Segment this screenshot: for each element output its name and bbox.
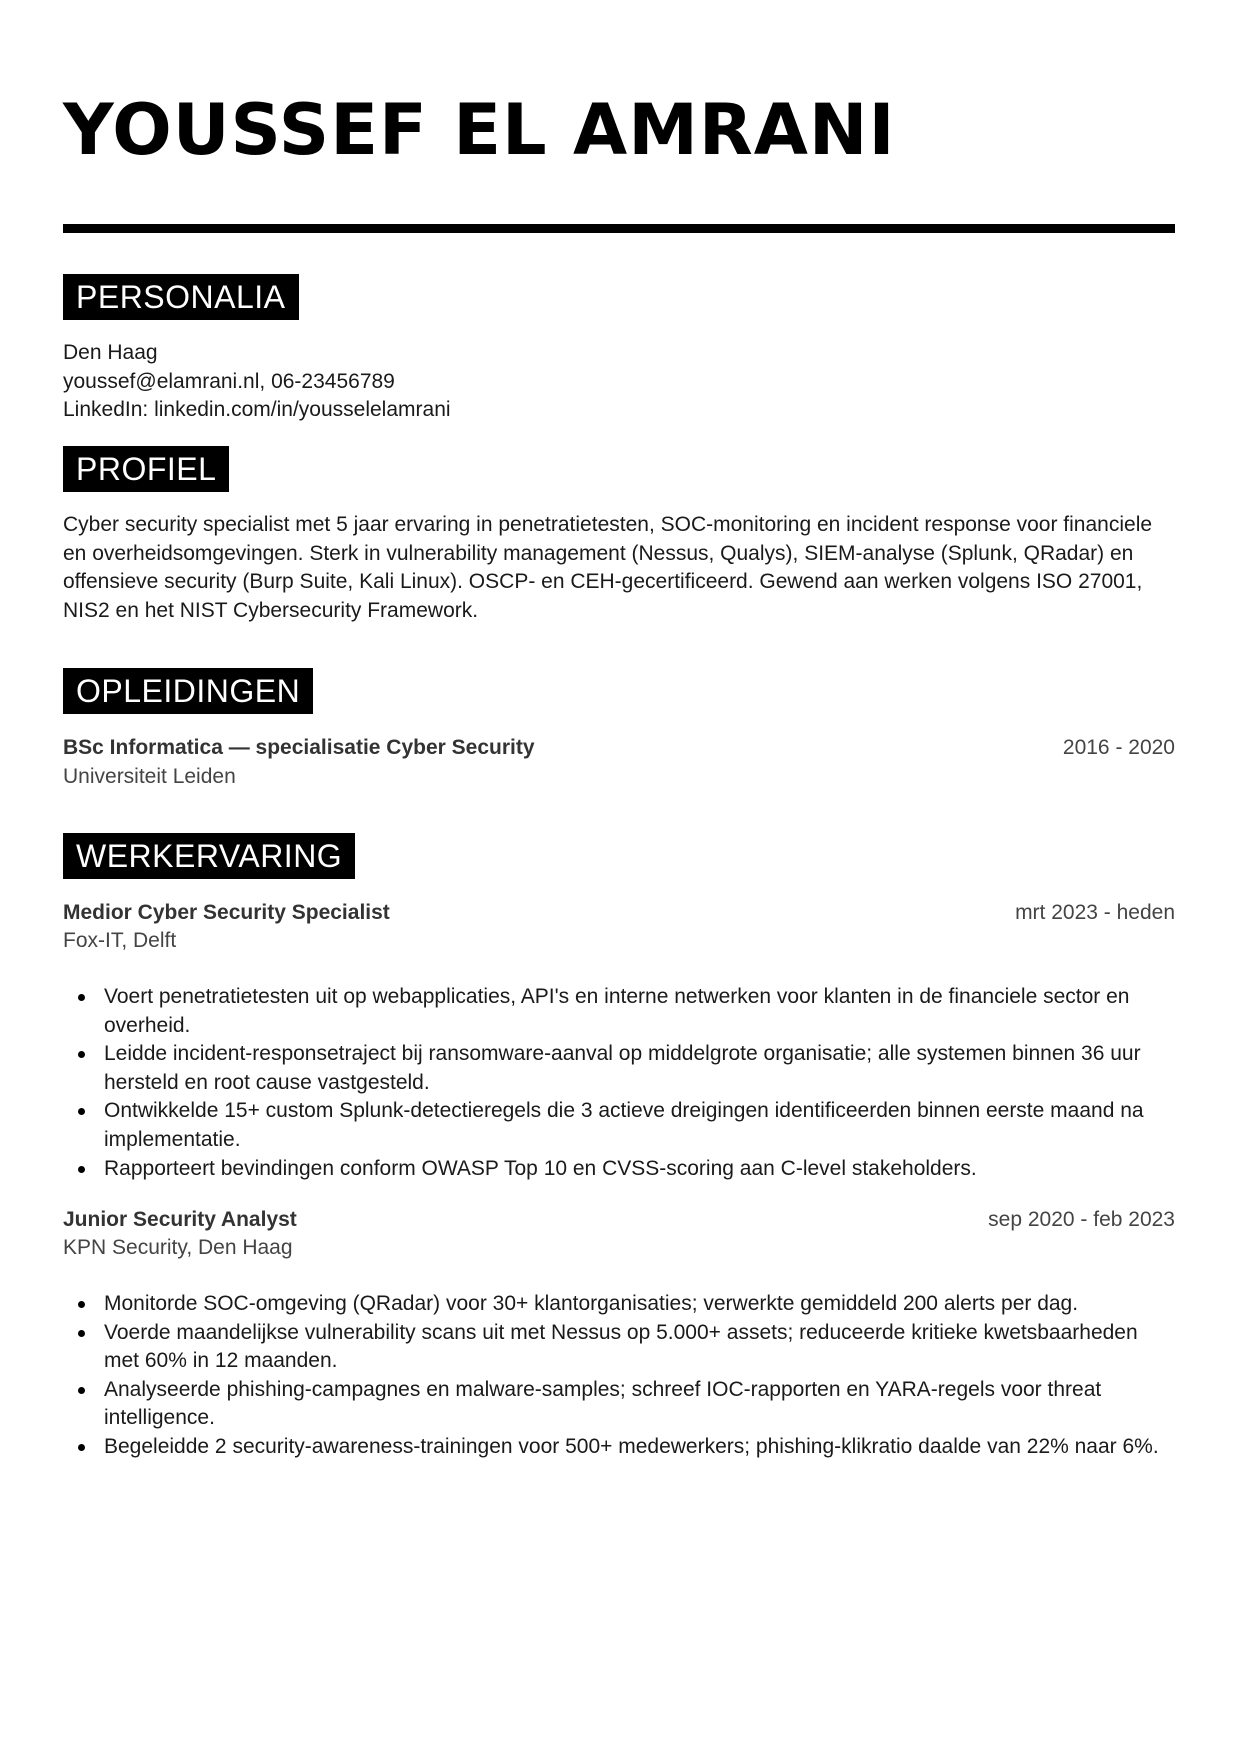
list-item-text: Begeleidde 2 security-awareness-trainingen voor 500+ medewerkers; phishing-klikratio daalde van 22% naar 6%. xyxy=(104,1434,1159,1458)
list-item xyxy=(63,1376,1175,1433)
list-item xyxy=(63,1319,1175,1376)
bullet-dot-icon xyxy=(78,1387,85,1394)
section-heading-personalia: PERSONALIA xyxy=(63,274,299,320)
job-period: mrt 2023 - heden xyxy=(1015,901,1175,924)
bullet-dot-icon xyxy=(78,1108,85,1115)
job-title: Medior Cyber Security Specialist xyxy=(63,901,390,924)
education-title: BSc Informatica — specialisatie Cyber Security xyxy=(63,736,535,759)
education-institution: Universiteit Leiden xyxy=(63,765,236,788)
list-item-text: Ontwikkelde 15+ custom Splunk-detectieregels die 3 actieve dreigingen identificeerden binnen eerste maand na implementatie. xyxy=(104,1099,1144,1151)
education-period: 2016 - 2020 xyxy=(1062,736,1175,759)
list-item-text: Leidde incident-responsetraject bij ransomware-aanval op middelgrote organisatie; alle systemen binnen 36 uur hersteld en root cause vastgesteld. xyxy=(104,1042,1141,1094)
list-item-text: Monitorde SOC-omgeving (QRadar) voor 30+ klantorganisaties; verwerkte gemiddeld 200 alerts per dag. xyxy=(104,1292,1079,1315)
job-title: Junior Security Analyst xyxy=(63,1208,297,1231)
section-heading-profiel: PROFIEL xyxy=(63,446,229,492)
bullet-dot-icon xyxy=(78,994,85,1001)
bullet-dot-icon xyxy=(78,1051,85,1058)
list-item-text: Rapporteert bevindingen conform OWASP Top 10 en CVSS-scoring aan C-level stakeholders. xyxy=(104,1156,977,1180)
job-bullet-list xyxy=(63,1290,1175,1462)
personalia-city: Den Haag xyxy=(63,341,158,364)
bullet-dot-icon xyxy=(78,1330,85,1337)
job-period: sep 2020 - feb 2023 xyxy=(988,1208,1175,1231)
job-employer: Fox-IT, Delft xyxy=(63,929,177,952)
personalia-contact: youssef@elamrani.nl, 06-23456789 xyxy=(63,369,395,393)
section-heading-opleidingen: OPLEIDINGEN xyxy=(63,668,313,714)
list-item-text: Analyseerde phishing-campagnes en malware-samples; schreef IOC-rapporten en YARA-regels voor threat intelligence. xyxy=(104,1377,1102,1430)
list-item xyxy=(63,1433,1175,1462)
bullet-dot-icon xyxy=(78,1444,85,1451)
list-item xyxy=(63,1155,1175,1184)
list-item xyxy=(63,1097,1175,1154)
list-item xyxy=(63,1290,1175,1319)
job-bullet-list xyxy=(63,983,1175,1183)
list-item xyxy=(63,983,1175,1040)
profile-text: Cyber security specialist met 5 jaar ervaring in penetratietesten, SOC-monitoring en incident response voor financiele en overheidsomgevingen. Sterk in vulnerability management (Nessus, Qualys), SIEM-analyse (Splunk, QRadar) en offensieve security (Burp Suite, Kali Linux). OSCP- en CEH-gecertificeerd. Gewend aan werken volgens ISO 27001, NIS2 en het NIST Cybersecurity Framework. xyxy=(63,513,1153,623)
list-item-text: Voerde maandelijkse vulnerability scans uit met Nessus op 5.000+ assets; reduceerde kritieke kwetsbaarheden met 60% in 12 maanden. xyxy=(104,1320,1138,1373)
header-divider xyxy=(63,224,1175,233)
section-heading-werkervaring: WERKERVARING xyxy=(63,833,355,879)
candidate-name: YOUSSEF EL AMRANI xyxy=(63,89,896,171)
personalia-linkedin: LinkedIn: linkedin.com/in/yousselelamrani xyxy=(63,398,451,421)
list-item-text: Voert penetratietesten uit op webapplicaties, API's en interne netwerken voor klanten in de financiele sector en overheid. xyxy=(104,985,1130,1037)
list-item xyxy=(63,1040,1175,1097)
bullet-dot-icon xyxy=(78,1166,85,1173)
bullet-dot-icon xyxy=(78,1301,85,1308)
job-employer: KPN Security, Den Haag xyxy=(63,1236,293,1259)
